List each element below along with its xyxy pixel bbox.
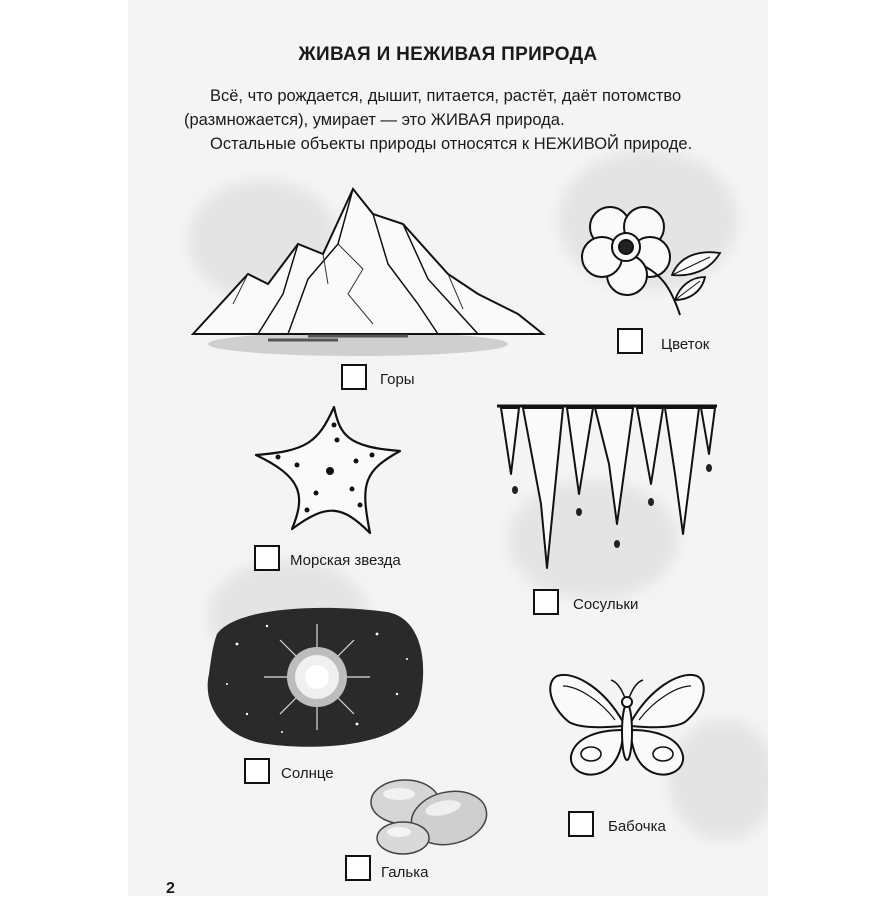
butterfly-label: Бабочка	[608, 818, 666, 835]
icicles-checkbox[interactable]	[533, 589, 559, 615]
pebbles-label: Галька	[381, 864, 429, 881]
pebbles-illustration	[363, 776, 493, 862]
starfish-checkbox[interactable]	[254, 545, 280, 571]
sun-label: Солнце	[281, 765, 334, 782]
mountains-checkbox[interactable]	[341, 364, 367, 390]
page-number: 2	[166, 880, 175, 897]
icicles-label: Сосульки	[573, 596, 639, 613]
intro-line-3: Остальные объекты природы относятся к НЕЖИВОЙ природе.	[210, 135, 693, 153]
icicles-illustration	[497, 404, 717, 574]
flower-checkbox[interactable]	[617, 328, 643, 354]
mountains-illustration	[188, 184, 548, 364]
intro-line-2: (размножается), умирает — это ЖИВАЯ природа.	[184, 111, 565, 129]
butterfly-checkbox[interactable]	[568, 811, 594, 837]
sun-checkbox[interactable]	[244, 758, 270, 784]
sun-illustration	[207, 604, 427, 750]
page-title: ЖИВАЯ И НЕЖИВАЯ ПРИРОДА	[298, 44, 598, 65]
starfish-illustration	[252, 405, 402, 535]
mountains-label: Горы	[380, 371, 415, 388]
flower-label: Цветок	[661, 336, 710, 353]
flower-illustration	[580, 205, 730, 320]
starfish-label: Морская звезда	[290, 552, 401, 569]
intro-line-1: Всё, что рождается, дышит, питается, растёт, даёт потомство	[210, 87, 682, 105]
butterfly-illustration	[545, 670, 710, 788]
pebbles-checkbox[interactable]	[345, 855, 371, 881]
